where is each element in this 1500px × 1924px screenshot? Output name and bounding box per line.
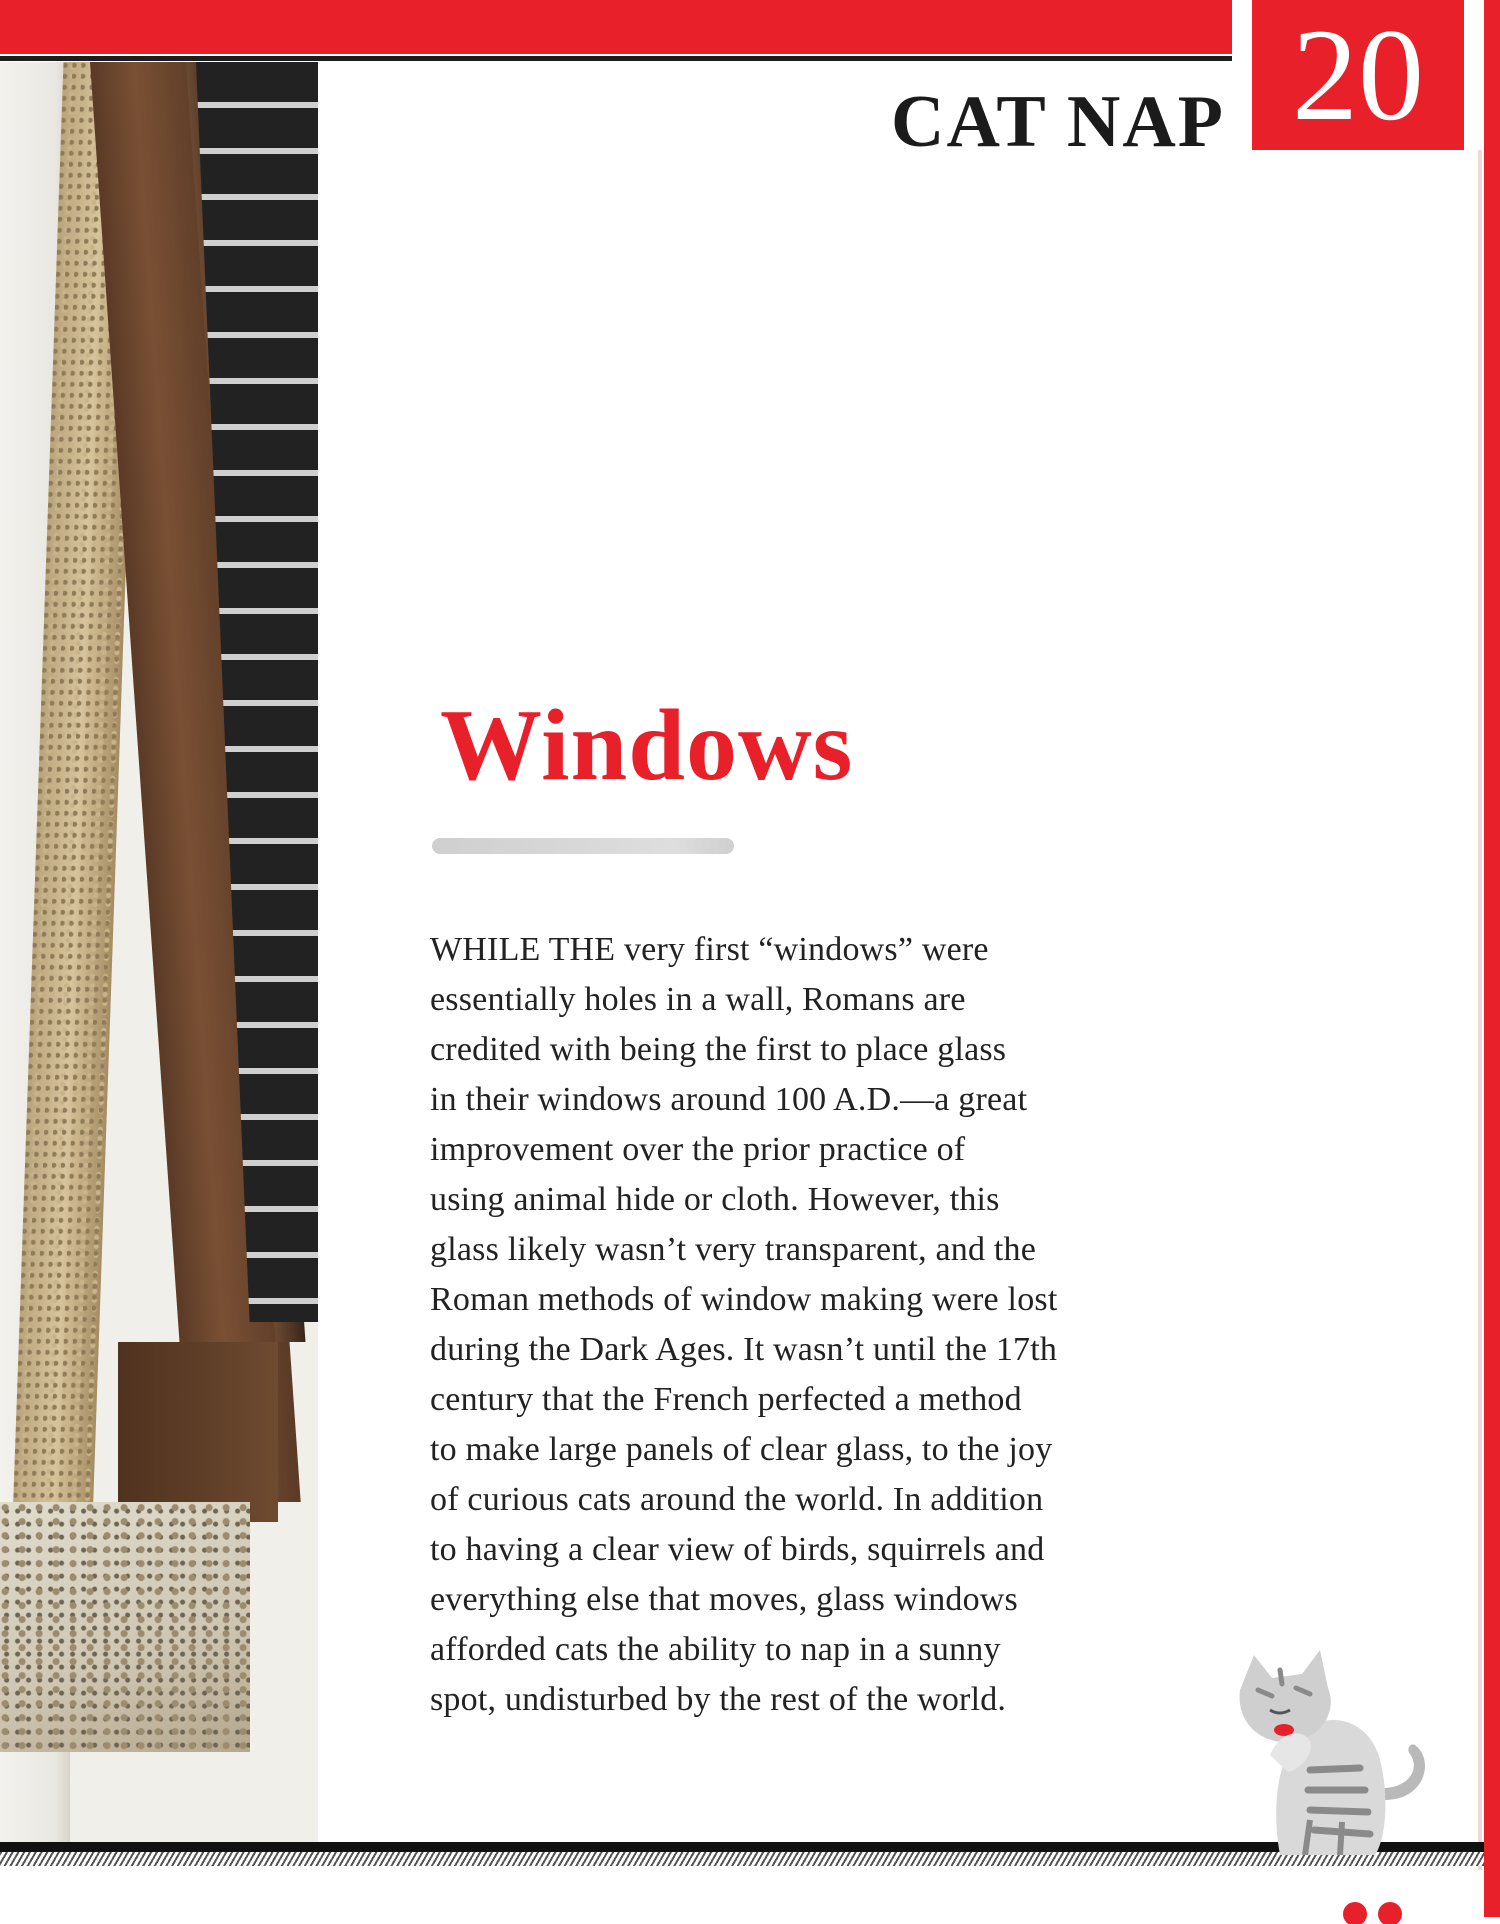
top-black-rule: [0, 56, 1232, 61]
right-red-edge: [1484, 0, 1500, 1917]
window-photo: [0, 62, 330, 1842]
page-number: 20: [1252, 0, 1464, 150]
article-body: WHILE THE very first “windows” were essentially holes in a wall, Romans are credited with being the first to place glass in their windows around 100 A.D.—a great improvement over the prior practice of using animal hide or cloth. However, this glass likely wasn’t very transparent, and the Roman methods of window making were lost during the Dark Ages. It wasn’t until the 17th century that the French perfected a method to make large panels of clear glass, to the joy of curious cats around the world. In addition to having a clear view of birds, squirrels and everything else that moves, glass windows afforded cats the ability to nap in a sunny spot, undisturbed by the rest of the world.: [430, 931, 1058, 1718]
cat-illustration: [1210, 1650, 1450, 1855]
top-red-bar: [0, 0, 1232, 54]
photo-divider: [318, 62, 332, 1842]
article-title: Windows: [440, 689, 854, 802]
right-edge-shadow: [1478, 150, 1482, 1870]
title-underline: [432, 838, 734, 854]
photo-stone-block: [0, 1502, 250, 1752]
footer-paw-mark: [1340, 1894, 1410, 1924]
photo-frame-foot: [118, 1342, 278, 1522]
section-title: CAT NAP: [891, 81, 1225, 163]
